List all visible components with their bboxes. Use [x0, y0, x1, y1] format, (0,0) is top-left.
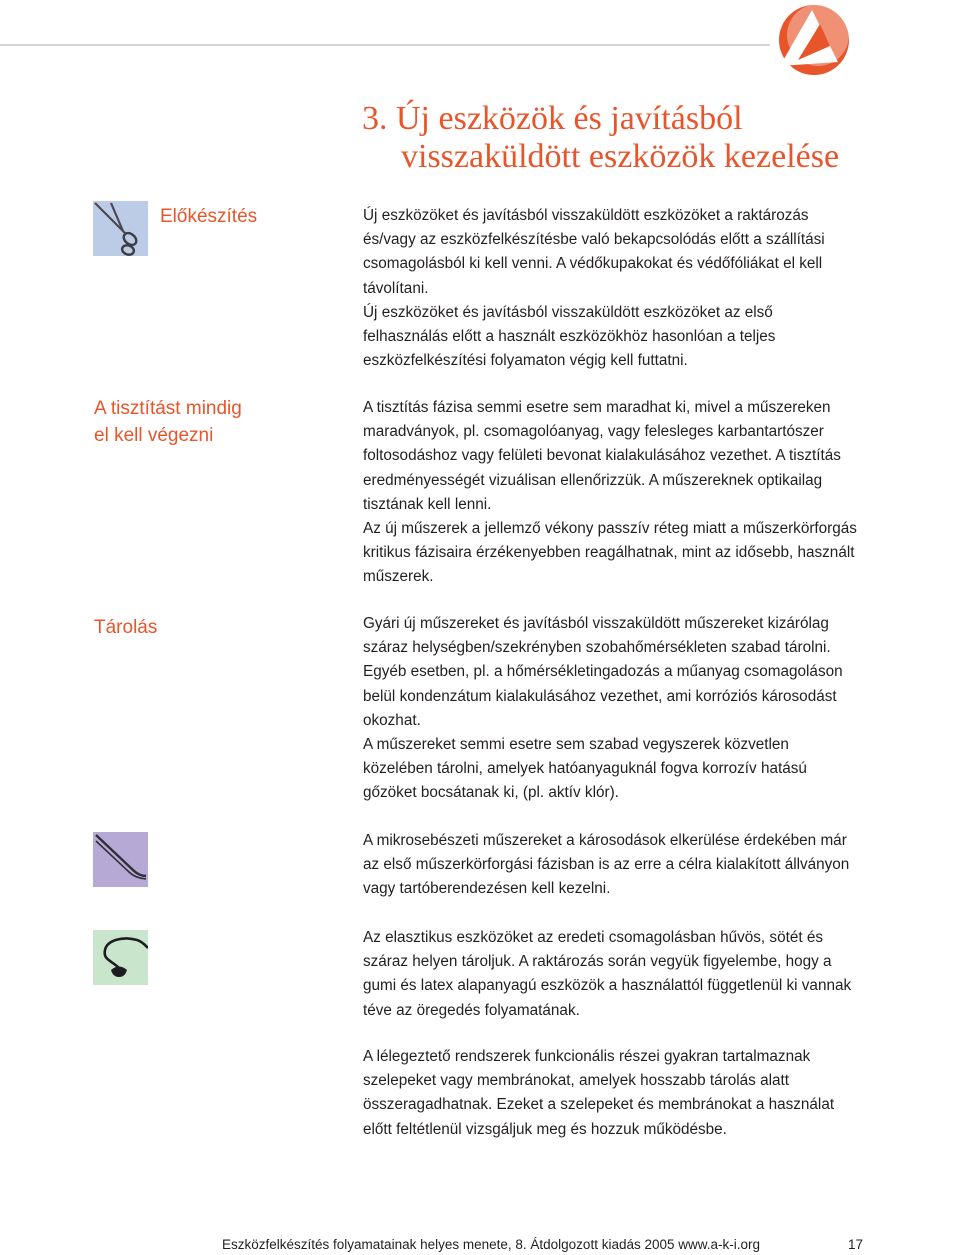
forceps-icon	[93, 832, 148, 887]
section-heading-elokeszites: Előkészítés	[160, 206, 258, 227]
paragraph: A mikrosebészeti műszereket a károsodások elkerülése érdekében már az első műszerkörforgási fázisban is az erre a célra kialakított állványon vagy tartóberendezésen kell kezelni.	[363, 832, 850, 898]
section-heading-line1: A tisztítást mindig	[94, 398, 242, 419]
page-number: 17	[848, 1237, 864, 1252]
page-title	[362, 100, 922, 176]
aki-logo-icon	[772, 2, 852, 78]
header-rule	[0, 44, 770, 46]
elastic-paragraph	[363, 926, 860, 1023]
section-body-tarolas	[363, 612, 860, 806]
scissors-icon	[93, 201, 148, 256]
section-heading-line2: el kell végezni	[94, 425, 214, 446]
paragraph: Az elasztikus eszközöket az eredeti csomagolásban hűvös, sötét és száraz helyen tároljuk. A raktározás során vegyük figyelembe, hogy a gumi és latex alapanyagú eszközök a használattól függetlenül ki vannak téve az öregedés folyamatának.	[363, 929, 852, 1019]
page-title-line2: visszaküldött eszközök kezelése	[401, 138, 840, 175]
paragraph: Gyári új műszereket és javításból visszaküldött műszereket kizárólag száraz helységben/szekrényben szobahőmérsékleten szabad tárolni. Egyéb esetben, pl. a hőmérsékletingadozás a műanyag csomagoláson belül kondenzátum kialakulásához vezethet, ami korróziós károsodást okozhat.	[363, 615, 843, 729]
section-heading-tarolas: Tárolás	[94, 617, 158, 638]
breathing-paragraph	[363, 1045, 860, 1142]
section-heading-tisztitas	[94, 395, 242, 449]
paragraph: A lélegeztető rendszerek funkcionális részei gyakran tartalmaznak szelepeket vagy membránokat, amelyek hosszabb tárolás alatt összeragadhatnak. Ezeket a szelepeket és membránokat a használat előtt feltétlenül vizsgáljuk meg és hozzuk működésbe.	[363, 1048, 835, 1138]
section-body-tisztitas	[363, 396, 860, 590]
rubber-tubing-icon	[93, 930, 148, 985]
paragraph: A tisztítás fázisa semmi esetre sem maradhat ki, mivel a műszereken maradványok, pl. csomagolóanyag, vagy felesleges karbantartószer foltosodáshoz vagy felületi bevonat kialakulásához vezethet. A tisztítás eredményességét vizuálisan ellenőrizzük. A műszereknek optikailag tisztának kell lenni.	[363, 399, 841, 513]
section-body-elokeszites	[363, 204, 860, 373]
paragraph: Új eszközöket és javításból visszaküldött eszközöket a raktározás és/vagy az eszközfelkészítésbe való bekapcsolódás előtt a szállítási csomagolásból ki kell venni. A védőkupakokat és védőfóliákat el kell távolítani.	[363, 207, 825, 297]
paragraph: Új eszközöket és javításból visszaküldött eszközöket az első felhasználás előtt a használt eszközökhöz hasonlóan a teljes eszközfelkészítési folyamaton végig kell futtatni.	[363, 303, 776, 370]
microsurgery-paragraph	[363, 829, 860, 902]
paragraph: A műszereket semmi esetre sem szabad vegyszerek közvetlen közelében tárolni, amelyek hatóanyaguknál fogva korrozív hatású gőzöket bocsátanak ki, (pl. aktív klór).	[363, 736, 807, 802]
page-title-line1: 3. Új eszközök és javításból	[362, 100, 743, 137]
footer-text: Eszközfelkészítés folyamatainak helyes menete, 8. Átdolgozott kiadás 2005 www.a-k-i.org	[222, 1237, 761, 1252]
paragraph: Az új műszerek a jellemző vékony passzív réteg miatt a műszerkörforgás kritikus fázisaira érzékenyebben reagálhatnak, mint az idősebb, használt műszerek.	[363, 520, 857, 586]
